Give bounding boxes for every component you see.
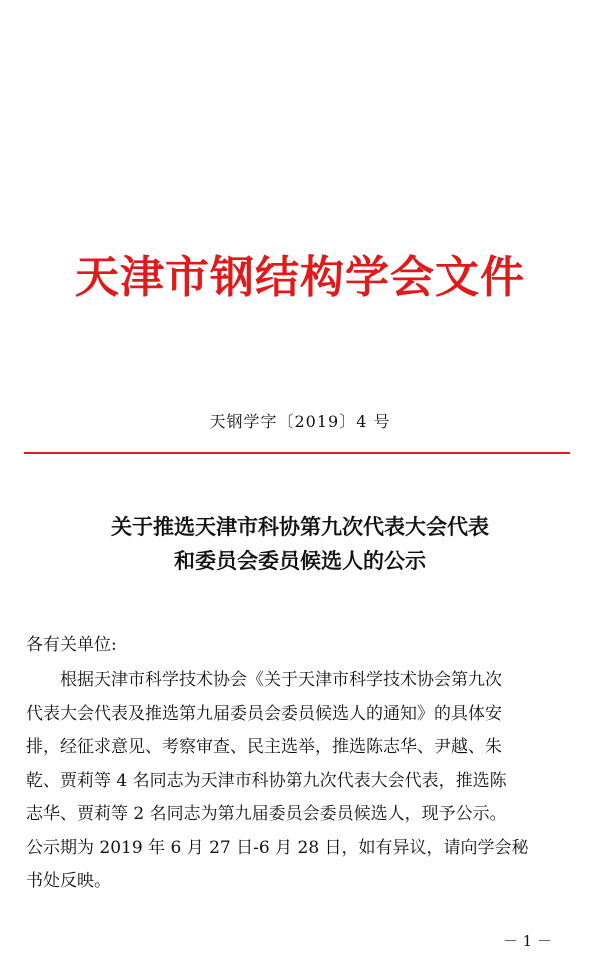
document-title — [0, 510, 600, 578]
body-line: 根据天津市科学技术协会《关于天津市科学技术协会第九次 — [60, 670, 502, 690]
body-paragraph — [26, 664, 571, 899]
body-line: 代表大会代表及推选第九届委员会委员候选人的通知》的具体安 — [26, 703, 502, 724]
body-line: 志华、贾莉等 2 名同志为第九届委员会委员候选人，现予公示。 — [26, 804, 507, 824]
salutation: 各有关单位: — [26, 635, 117, 655]
body-line: 公示期为 2019 年 6 月 27 日-6 月 28 日，如有异议，请向学会秘 — [26, 837, 529, 858]
body-line: 排，经征求意见、考察审查、民主选举，推选陈志华、尹越、朱 — [26, 737, 502, 757]
header-divider — [24, 452, 570, 454]
organization-title: 天津市钢结构学会文件 — [75, 252, 525, 303]
document-number: 天钢学字〔2019〕4 号 — [209, 412, 391, 431]
document-title-line-2: 和委员会委员候选人的公示 — [174, 549, 426, 573]
body-line: 乾、贾莉等 4 名同志为天津市科协第九次代表大会代表，推选陈 — [26, 770, 507, 791]
body-line: 书处反映。 — [26, 871, 111, 891]
document-title-line-1: 关于推选天津市科协第九次代表大会代表 — [111, 515, 489, 539]
page-number: － 1 － — [502, 932, 552, 950]
